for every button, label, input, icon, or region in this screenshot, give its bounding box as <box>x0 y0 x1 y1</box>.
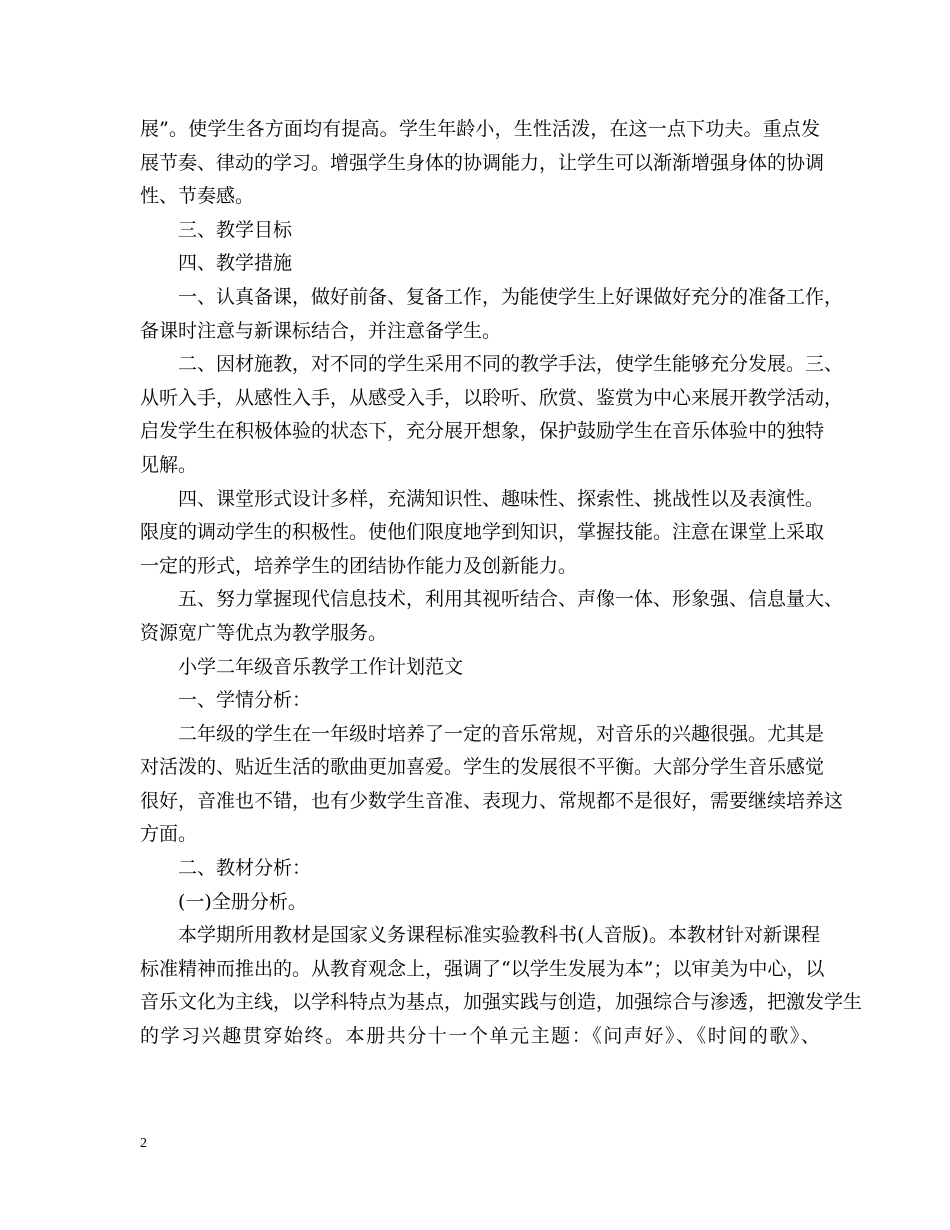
text-line: 音乐文化为主线，以学科特点为基点，加强实践与创造，加强综合与渗透，把激发学生 <box>140 991 863 1014</box>
text-line: 五、努力掌握现代信息技术，利用其视听结合、声像一体、形象强、信息量大、 <box>178 588 844 611</box>
text-line: 一、认真备课，做好前备、复备工作，为能使学生上好课做好充分的准备工作， <box>178 285 844 308</box>
text-line: 小学二年级音乐教学工作计划范文 <box>178 655 464 678</box>
page-number: 2 <box>140 1136 147 1151</box>
text-line: 三、教学目标 <box>178 218 293 241</box>
text-line: 四、教学措施 <box>178 252 293 275</box>
text-line: 标准精神而推出的。从教育观念上，强调了“以学生发展为本”；以审美为中心，以 <box>140 957 825 980</box>
text-line: 四、课堂形式设计多样，充满知识性、趣味性、探索性、挑战性以及表演性。 <box>178 487 825 510</box>
text-line: 从听入手，从感性入手，从感受入手，以聆听、欣赏、鉴赏为中心来展开教学活动， <box>140 386 844 409</box>
text-line: 对活泼的、贴近生活的歌曲更加喜爱。学生的发展很不平衡。大部分学生音乐感觉 <box>140 756 825 779</box>
text-line: 展”。使学生各方面均有提高。学生年龄小，生性活泼，在这一点下功夫。重点发 <box>140 118 820 140</box>
text-line: 见解。 <box>140 453 198 476</box>
text-line: 二、教材分析： <box>178 857 312 880</box>
text-line: 性、节奏感。 <box>140 185 255 208</box>
text-line: 的学习兴趣贯穿始终。本册共分十一个单元主题：《问声好》、《时间的歌》、 <box>140 1025 820 1048</box>
text-line: 二、因材施教，对不同的学生采用不同的教学手法，使学生能够充分发展。三、 <box>178 353 844 376</box>
document-body <box>140 113 863 1054</box>
text-line: 资源宽广等优点为教学服务。 <box>140 621 388 644</box>
text-line: 一定的形式，培养学生的团结协作能力及创新能力。 <box>140 554 578 577</box>
text-line: (一)全册分析。 <box>178 890 307 913</box>
text-line: 本学期所用教材是国家义务课程标准实验教科书(人音版)。本教材针对新课程 <box>178 924 820 947</box>
text-line: 方面。 <box>140 823 198 846</box>
text-line: 备课时注意与新课标结合，并注意备学生。 <box>140 319 502 342</box>
text-line: 展节奏、律动的学习。增强学生身体的协调能力，让学生可以渐渐增强身体的协调 <box>140 151 825 174</box>
text-line: 很好，音准也不错，也有少数学生音准、表现力、常规都不是很好，需要继续培养这 <box>140 789 844 812</box>
text-line: 限度的调动学生的积极性。使他们限度地学到知识，掌握技能。注意在课堂上采取 <box>140 521 825 544</box>
text-line: 启发学生在积极体验的状态下，充分展开想象，保护鼓励学生在音乐体验中的独特 <box>140 420 825 443</box>
text-line: 一、学情分析： <box>178 689 312 712</box>
text-line: 二年级的学生在一年级时培养了一定的音乐常规，对音乐的兴趣很强。尤其是 <box>178 722 825 745</box>
